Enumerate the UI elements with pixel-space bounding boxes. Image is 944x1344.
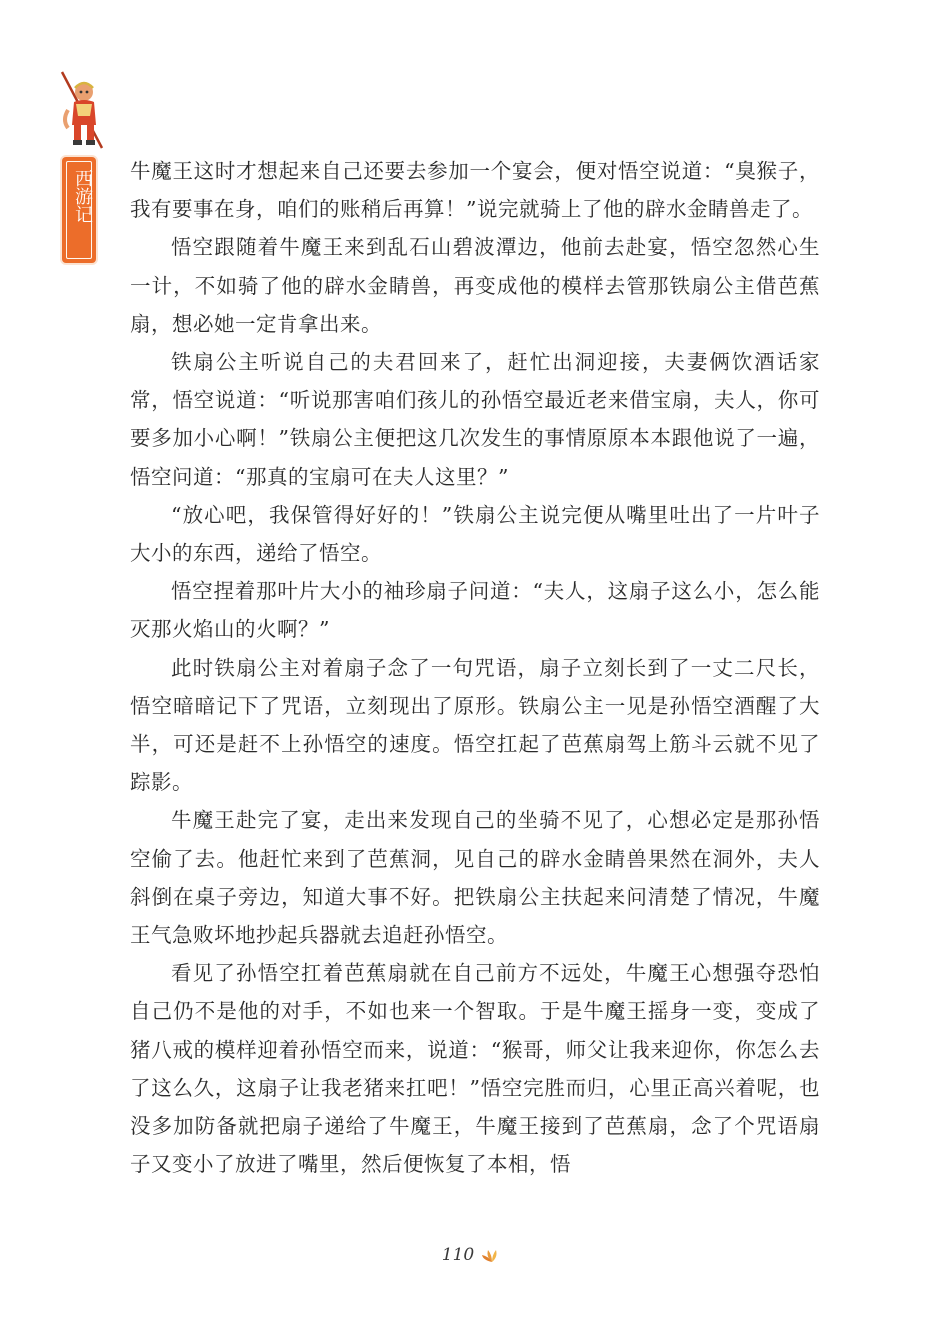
paragraph: 看见了孙悟空扛着芭蕉扇就在自己前方不远处，牛魔王心想强夺恐怕自己仍不是他的对手，不如也来一个智取。于是牛魔王摇身一变，变成了猪八戒的模样迎着孙悟空而来，说道：“猴哥，师父让我来迎你，你怎么去了这么久，这扇子让我老猪来扛吧！”悟空完胜而归，心里正高兴着呢，也没多加防备就把扇子递给了牛魔王，牛魔王接到了芭蕉扇，念了个咒语扇子又变小了放进了嘴里，然后便恢复了本相，悟 bbox=[130, 961, 820, 1177]
body-text bbox=[130, 152, 820, 1183]
page-footer bbox=[0, 1240, 944, 1270]
book-title: 西游记 bbox=[72, 169, 93, 223]
paragraph: “放心吧，我保管得好好的！”铁扇公主说完便从嘴里吐出了一片叶子大小的东西，递给了悟空。 bbox=[130, 502, 820, 566]
paragraph: 此时铁扇公主对着扇子念了一句咒语，扇子立刻长到了一丈二尺长，悟空暗暗记下了咒语，立刻现出了原形。铁扇公主一见是孙悟空酒醒了大半，可还是赶不上孙悟空的速度。悟空扛起了芭蕉扇驾上筋斗云就不见了踪影。 bbox=[130, 655, 820, 795]
paragraph: 悟空捏着那叶片大小的袖珍扇子问道：“夫人，这扇子这么小，怎么能灭那火焰山的火啊？” bbox=[130, 579, 820, 642]
paragraph: 牛魔王这时才想起来自己还要去参加一个宴会，便对悟空说道：“臭猴子，我有要事在身，咱们的账稍后再算！”说完就骑上了他的辟水金睛兽走了。 bbox=[130, 159, 820, 222]
monkey-king-illustration bbox=[54, 70, 112, 152]
paragraph: 悟空跟随着牛魔王来到乱石山碧波潭边，他前去赴宴，悟空忽然心生一计，不如骑了他的辟水金睛兽，再变成他的模样去管那铁扇公主借芭蕉扇，想必她一定肯拿出来。 bbox=[130, 235, 820, 336]
leaf-ornament-icon bbox=[482, 1247, 502, 1263]
page-number: 110 bbox=[441, 1245, 475, 1265]
paragraph: 牛魔王赴完了宴，走出来发现自己的坐骑不见了，心想必定是那孙悟空偷了去。他赶忙来到了芭蕉洞，见自己的辟水金睛兽果然在洞外，夫人斜倒在桌子旁边，知道大事不好。把铁扇公主扶起来问清楚了情况，牛魔王气急败坏地抄起兵器就去追赶孙悟空。 bbox=[130, 808, 820, 948]
paragraph: 铁扇公主听说自己的夫君回来了，赶忙出洞迎接，夫妻俩饮酒话家常，悟空说道：“听说那害咱们孩儿的孙悟空最近老来借宝扇，夫人，你可要多加小心啊！”铁扇公主便把这几次发生的事情原原本本跟他说了一遍，悟空问道：“那真的宝扇可在夫人这里？” bbox=[130, 350, 820, 489]
book-title-tab bbox=[62, 157, 96, 263]
